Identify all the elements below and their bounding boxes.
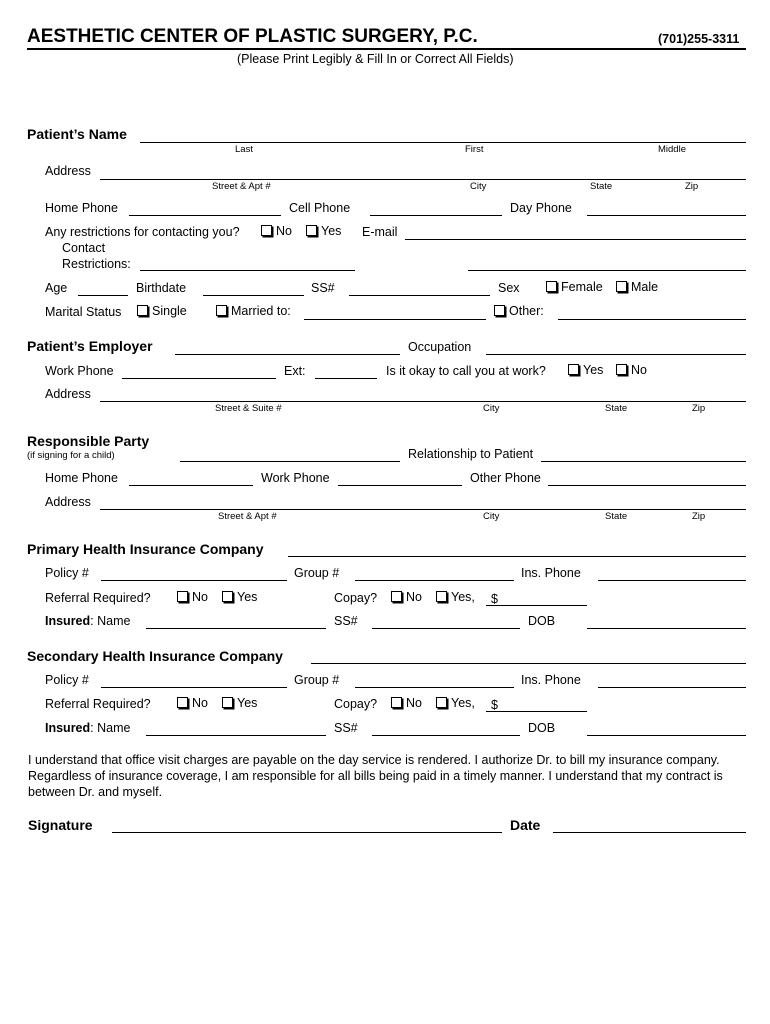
email-label: E-mail [362, 225, 398, 239]
home-phone-label: Home Phone [45, 201, 118, 215]
other-field[interactable] [558, 319, 746, 320]
zip-caption: Zip [685, 181, 699, 192]
checkbox-icon[interactable] [568, 364, 579, 375]
primary-copay-label: Copay? [334, 591, 378, 605]
primary-insurance-field[interactable] [288, 556, 746, 557]
checkbox-icon[interactable] [391, 591, 402, 602]
primary-copay-yes-option[interactable]: Yes, [436, 590, 475, 604]
date-label: Date [510, 817, 541, 833]
last-caption: Last [235, 144, 253, 155]
checkbox-icon[interactable] [436, 591, 447, 602]
primary-dob-label: DOB [528, 614, 556, 628]
street-apt-caption: Street & Apt # [212, 181, 271, 192]
primary-insured-name-field[interactable] [146, 628, 326, 629]
checkbox-icon[interactable] [216, 305, 227, 316]
female-option[interactable]: Female [546, 280, 603, 294]
primary-policy-label: Policy # [45, 566, 89, 580]
restrictions-yes-option[interactable]: Yes [306, 224, 341, 238]
secondary-ins-phone-label: Ins. Phone [521, 673, 581, 687]
primary-dollar-sign: $ [491, 592, 498, 606]
secondary-insured-name-field[interactable] [146, 735, 326, 736]
secondary-referral-question: Referral Required? [45, 697, 151, 711]
married-to-field[interactable] [304, 319, 486, 320]
relationship-label: Relationship to Patient [408, 447, 534, 461]
checkbox-icon[interactable] [546, 281, 557, 292]
signature-field[interactable] [112, 832, 502, 833]
sex-label: Sex [498, 281, 520, 295]
checkbox-icon[interactable] [177, 697, 188, 708]
age-field[interactable] [78, 295, 128, 296]
secondary-group-field[interactable] [355, 687, 514, 688]
occupation-field[interactable] [486, 354, 746, 355]
primary-copay-amount-field[interactable] [486, 605, 587, 606]
employer-field[interactable] [175, 354, 400, 355]
home-phone-field[interactable] [129, 215, 281, 216]
secondary-ss-field[interactable] [372, 735, 520, 736]
primary-dob-field[interactable] [587, 628, 746, 629]
primary-copay-no-option[interactable]: No [391, 590, 422, 604]
secondary-copay-no-option[interactable]: No [391, 696, 422, 710]
patients-name-label: Patient’s Name [27, 126, 127, 142]
address-label: Address [45, 164, 91, 178]
ss-field[interactable] [349, 295, 490, 296]
city-caption: City [483, 511, 500, 522]
header-rule [27, 48, 746, 50]
secondary-policy-field[interactable] [101, 687, 287, 688]
primary-group-label: Group # [294, 566, 340, 580]
patients-employer-label: Patient’s Employer [27, 338, 153, 354]
financial-responsibility-statement: I understand that office visit charges are payable on the day service is rendered. I authorize Dr. to bill my insurance company. Regardless of insurance coverage, I am responsible for all bills being paid in a timely manner. I understand that my contract is between Dr. and myself. [28, 753, 723, 799]
middle-caption: Middle [658, 144, 686, 155]
occupation-label: Occupation [408, 340, 472, 354]
rp-address-label: Address [45, 495, 91, 509]
secondary-copay-yes-option[interactable]: Yes, [436, 696, 475, 710]
restrictions-no-option[interactable]: No [261, 224, 292, 238]
ext-label: Ext: [284, 364, 306, 378]
address-field[interactable] [100, 179, 746, 180]
responsible-party-label: Responsible Party [27, 433, 150, 449]
primary-group-field[interactable] [355, 580, 514, 581]
rp-work-phone-field[interactable] [338, 485, 462, 486]
restrictions-question: Any restrictions for contacting you? [45, 225, 240, 239]
secondary-ss-label: SS# [334, 721, 358, 735]
secondary-ins-phone-field[interactable] [598, 687, 746, 688]
state-caption: State [605, 403, 628, 414]
work-phone-label: Work Phone [45, 364, 114, 378]
rp-address-field[interactable] [100, 509, 746, 510]
secondary-referral-yes-option[interactable]: Yes [222, 696, 257, 710]
male-option[interactable]: Male [616, 280, 658, 294]
call-no-option[interactable]: No [616, 363, 647, 377]
checkbox-icon[interactable] [391, 697, 402, 708]
call-at-work-question: Is it okay to call you at work? [386, 364, 546, 378]
rp-home-phone-label: Home Phone [45, 471, 118, 485]
ext-field[interactable] [315, 378, 377, 379]
primary-policy-field[interactable] [101, 580, 287, 581]
state-caption: State [590, 181, 613, 192]
secondary-insured-name-label: Insured: Name [45, 721, 131, 735]
city-caption: City [470, 181, 487, 192]
day-phone-label: Day Phone [510, 201, 572, 215]
restrictions-label: Restrictions: [62, 257, 131, 271]
birthdate-label: Birthdate [136, 281, 187, 295]
restrictions-field[interactable] [140, 270, 355, 271]
checkbox-icon[interactable] [261, 225, 272, 236]
rp-other-phone-label: Other Phone [470, 471, 541, 485]
employer-address-label: Address [45, 387, 91, 401]
responsible-party-field[interactable] [180, 461, 400, 462]
contact-label: Contact [62, 241, 106, 255]
married-option[interactable]: Married to: [216, 304, 291, 318]
city-caption: City [483, 403, 500, 414]
secondary-insurance-label: Secondary Health Insurance Company [27, 648, 283, 664]
first-caption: First [465, 144, 484, 155]
rp-other-phone-field[interactable] [548, 485, 746, 486]
cell-phone-label: Cell Phone [289, 201, 351, 215]
relationship-field[interactable] [541, 461, 746, 462]
street-suite-caption: Street & Suite # [215, 403, 282, 414]
secondary-group-label: Group # [294, 673, 340, 687]
single-option[interactable]: Single [137, 304, 187, 318]
signature-label: Signature [28, 817, 93, 833]
secondary-dob-label: DOB [528, 721, 556, 735]
checkbox-icon[interactable] [436, 697, 447, 708]
checkbox-icon[interactable] [306, 225, 317, 236]
employer-address-field[interactable] [100, 401, 746, 402]
work-phone-field[interactable] [122, 378, 276, 379]
primary-ss-label: SS# [334, 614, 358, 628]
secondary-dob-field[interactable] [587, 735, 746, 736]
checkbox-icon[interactable] [137, 305, 148, 316]
zip-caption: Zip [692, 403, 706, 414]
state-caption: State [605, 511, 628, 522]
secondary-copay-label: Copay? [334, 697, 378, 711]
secondary-referral-no-option[interactable]: No [177, 696, 208, 710]
marital-status-label: Marital Status [45, 305, 122, 319]
checkbox-icon[interactable] [616, 281, 627, 292]
rp-work-phone-label: Work Phone [261, 471, 330, 485]
primary-ins-phone-label: Ins. Phone [521, 566, 581, 580]
checkbox-icon[interactable] [177, 591, 188, 602]
secondary-dollar-sign: $ [491, 698, 498, 712]
form-title: AESTHETIC CENTER OF PLASTIC SURGERY, P.C. [27, 26, 478, 47]
primary-insured-name-label: Insured: Name [45, 614, 131, 628]
secondary-copay-amount-field[interactable] [486, 711, 587, 712]
instruction-text: (Please Print Legibly & Fill In or Correct All Fields) [237, 52, 514, 66]
primary-ins-phone-field[interactable] [598, 580, 746, 581]
rp-home-phone-field[interactable] [129, 485, 253, 486]
responsible-party-subtitle: (if signing for a child) [27, 450, 115, 461]
office-phone: (701)255-3311 [658, 32, 740, 46]
primary-referral-question: Referral Required? [45, 591, 151, 605]
birthdate-field[interactable] [203, 295, 304, 296]
primary-insurance-label: Primary Health Insurance Company [27, 541, 264, 557]
street-apt-caption: Street & Apt # [218, 511, 277, 522]
checkbox-icon[interactable] [616, 364, 627, 375]
email-field[interactable] [405, 239, 746, 240]
zip-caption: Zip [692, 511, 706, 522]
day-phone-field[interactable] [587, 215, 746, 216]
date-field[interactable] [553, 832, 746, 833]
cell-phone-field[interactable] [370, 215, 502, 216]
checkbox-icon[interactable] [222, 591, 233, 602]
secondary-policy-label: Policy # [45, 673, 89, 687]
checkbox-icon[interactable] [222, 697, 233, 708]
patient-name-field[interactable] [140, 142, 746, 143]
call-yes-option[interactable]: Yes [568, 363, 603, 377]
other-option[interactable]: Other: [494, 304, 544, 318]
primary-referral-no-option[interactable]: No [177, 590, 208, 604]
ss-label: SS# [311, 281, 335, 295]
checkbox-icon[interactable] [494, 305, 505, 316]
secondary-insurance-field[interactable] [311, 663, 746, 664]
email-field-line-2[interactable] [468, 270, 746, 271]
primary-ss-field[interactable] [372, 628, 520, 629]
primary-referral-yes-option[interactable]: Yes [222, 590, 257, 604]
age-label: Age [45, 281, 68, 295]
